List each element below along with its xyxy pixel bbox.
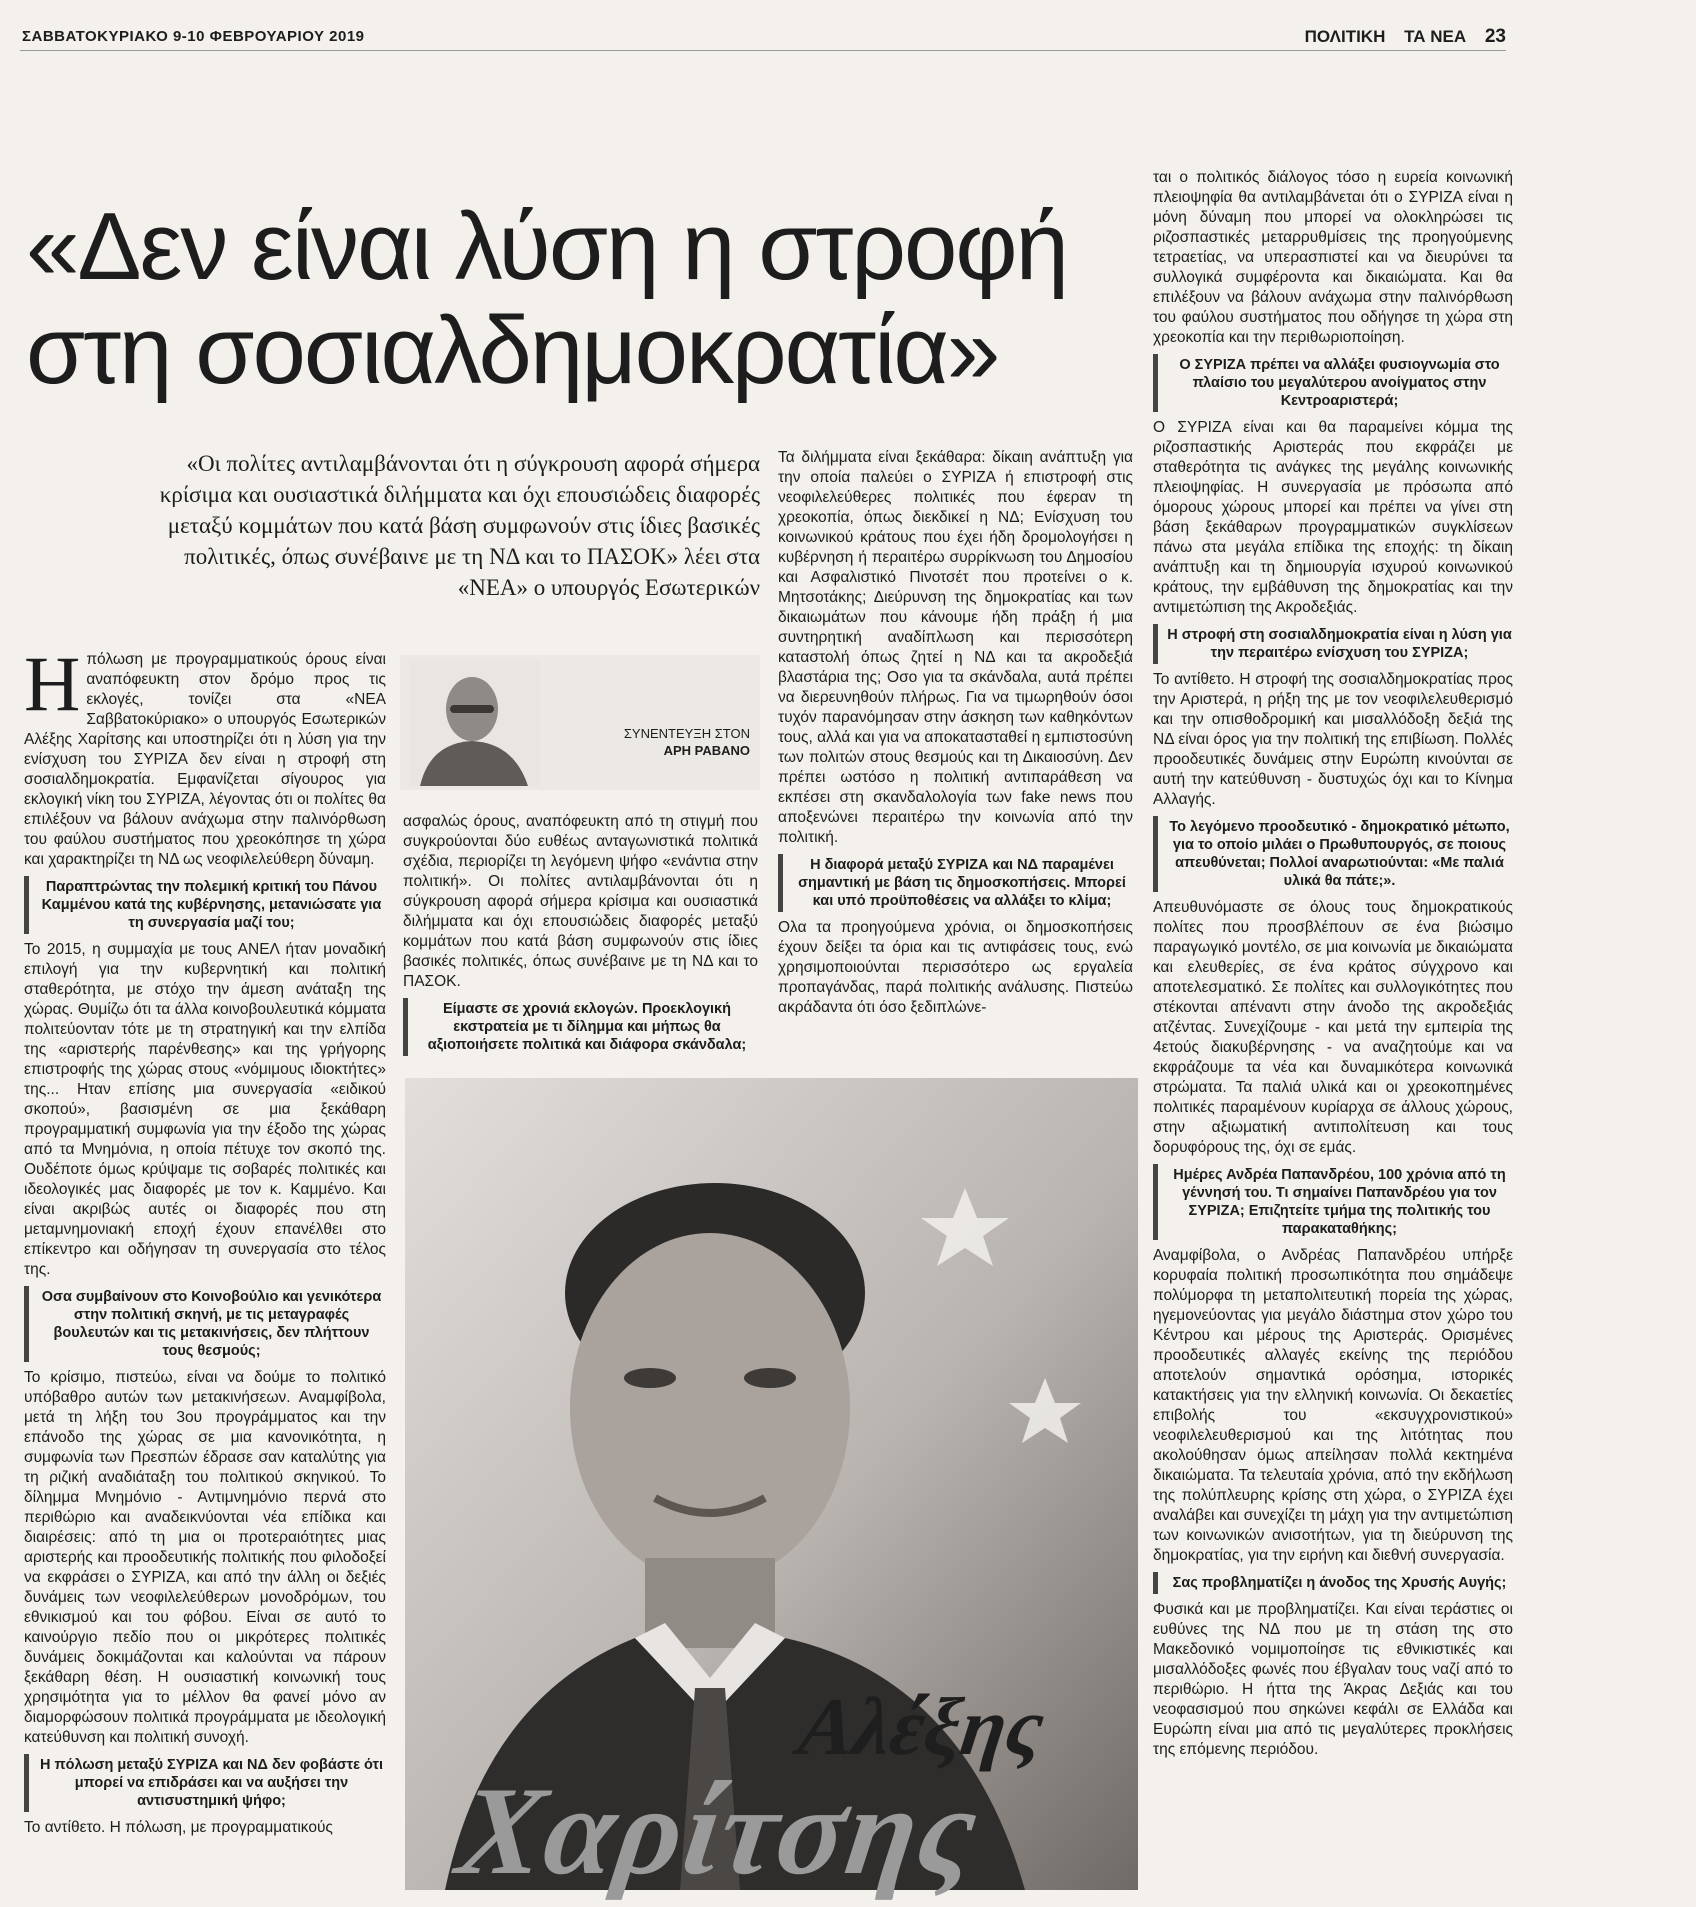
interviewer-box [400,655,760,790]
page-number: 23 [1484,26,1506,47]
section-name: ΠΟΛΙΤΙΚΗ [1304,27,1386,46]
drop-cap: Η [24,650,81,727]
question: Οσα συμβαίνουν στο Κοινοβούλιο και γενικότερα στην πολιτική σκηνή, με τις μεταγραφές βουλευτών και τις μετακινήσεις, δεν πλήττουν τους θεσμούς; [24,1286,386,1362]
issue-date: ΣΑΒΒΑΤΟΚΥΡΙΑΚΟ 9-10 ΦΕΒΡΟΥΑΡΙΟΥ 2019 [22,28,365,45]
article-lead: «Οι πολίτες αντιλαμβάνονται ότι η σύγκρουση αφορά σήμερα κρίσιμα και ουσιαστικά διλήμματα και όχι επουσιώδεις διαφορές μεταξύ κομμάτων που κατά βάση συμφωνούν στις ίδιες βασικές πολιτικές, όπως συνέβαινε με τη ΝΔ και το ΠΑΣΟΚ» λέει στα «ΝΕΑ» ο υπουργός Εσωτερικών [159,451,760,600]
column-4 [1153,168,1513,1893]
answer-paragraph: Το αντίθετο. Η πόλωση, με προγραμματικούς [24,1819,333,1836]
answer-paragraph: Απευθυνόμαστε σε όλους τους δημοκρατικούς πολίτες που προσβλέπουν σε ένα βιώσιμο παραγωγικό μοντέλο, σε μια κοινωνία με δικαιώματα και ελευθερίες, σε ένα κράτος σύγχρονο και αποτελεσματικό. Σε πολίτες και συλλογικότητες που στέκονται απέναντι στην άνοδο της ακροδεξιάς ατζέντας. Συνεχίζουμε - και μετά την εμπειρία της 4ετούς διακυβέρνησης - να αναζητούμε και να εκφράζουμε τα νέα και δυναμικότερα κοινωνικά στρώματα. Τα παλιά υλικά και οι χρεοκοπημένες πολιτικές παραμένουν κυρίαρχα σε άλλους χώρους, στην αξιωματική αντιπολίτευση και τους δορυφόρους της, όχι σε εμάς. [1153,899,1513,1156]
page-header [1305,26,1506,48]
interviewer-photo [410,661,540,786]
answer-paragraph: Το κρίσιμο, πιστεύω, είναι να δούμε το πολιτικό υπόβαθρο αυτών των μετακινήσεων. Αναμφίβολα, μετά τη λήξη του 3ου προγράμματος και την επάνοδο της χώρας σε μια κανονικότητα, η συμφωνία των Πρεσπών έδρασε σαν καταλύτης για τη ριζική αναδιάταξη του πολιτικού σκηνικού. Το δίλημμα Μνημόνιο - Αντιμνημόνιο περνά στο περιθώριο και αναδεικνύονται νέα επίδικα και διαιρέσεις: από τη μια οι προτεραιότητες μιας αριστερής και προοδευτικής πολιτικής που φιλοδοξεί να εκφράσει ο ΣΥΡΙΖΑ, και από την άλλη οι δεξιές δυνάμεις των νεοφιλελεύθερων μονοδρόμων, του εθνικισμού και του φόβου. Είναι σε αυτό το καινούργιο πεδίο που οι μικρότερες πολιτικές δυνάμεις δοκιμάζονται και καλούνται να πάρουν ξεκάθαρη θέση. Η ουσιαστική κοινωνική τους χρησιμότητα για το μέλλον θα φανεί μόνο αν διαμορφώσουν πολιτικά προγράμματα με ιδεολογική κατεύθυνση και πολιτική συνοχή. [24,1369,386,1746]
column-2 [403,812,758,1062]
answer-paragraph: Ολα τα προηγούμενα χρόνια, οι δημοσκοπήσεις έχουν δείξει τα όρια και τις αντιφάσεις τους, ενώ χρησιμοποιούνται περισσότερο ως εργαλεία προπαγάνδας, παρά πολιτικής ανάλυσης. Πιστεύω ακράδαντα ότι όσο ξεδιπλώνε- [778,919,1133,1016]
title-line-1: «Δεν είναι λύση η στροφή [26,193,1067,300]
subject-last-name: Χαρίτσης [450,1762,987,1901]
answer-paragraph: Το 2015, η συμμαχία με τους ΑΝΕΛ ήταν μοναδική επιλογή για την κυβερνητική και πολιτική σταθερότητα, με στόχο την άμεση ανάταξη της χώρας. Θυμίζω ότι τα άλλα κοινοβουλευτικά κόμματα πολιτεύονταν τότε με τη στρατηγική και την ελπίδα της «αριστερής παρένθεσης» και της γρήγορης επιστροφής της χώρας στους «νόμιμους ιδιοκτήτες» της... Ηταν επίσης μια συνεργασία «ειδικού σκοπού», βασισμένη σε μια ξεκάθαρη προγραμματική συμφωνία για την έξοδο της χώρας από τα Μνημόνια, η οποία πέτυχε τον σκοπό της. Ουδέποτε όμως κρύψαμε τις σοβαρές πολιτικές και ιδεολογικές μας διαφορές με τον κ. Καμμένο. Και είναι ακριβώς αυτές οι διαφορές που στη μεταμνημονιακή εποχή έχουν επανέλθει στο επίκεντρο και οδήγησαν τη συνεργασία στο τέλος της. [24,941,386,1278]
question: Η διαφορά μεταξύ ΣΥΡΙΖΑ και ΝΔ παραμένει σημαντική με βάση τις δημοσκοπήσεις. Μπορεί και υπό προϋποθέσεις να αλλάξει το κλίμα; [778,854,1133,912]
interview-label: ΣΥΝΕΝΤΕΥΞΗ ΣΤΟΝ [623,726,750,741]
question: Παραπτρώντας την πολεμική κριτική του Πάνου Καμμένου κατά της κυβέρνησης, μετανιώσατε για τη συνεργασία μαζί του; [24,876,386,934]
column-1 [24,650,386,1895]
column-3 [778,448,1133,1053]
answer-paragraph: ται ο πολιτικός διάλογος τόσο η ευρεία κοινωνική πλειοψηφία θα αντιλαμβάνεται ότι ο ΣΥΡΙΖΑ είναι η μόνη δύναμη που μπορεί να ολοκληρώσει τις ριζοσπαστικές μεταρρυθμίσεις της προηγούμενης τετραετίας, να υπερασπιστεί και να διευρύνει τα συλλογικά συμφέροντα και δικαιώματα. Και θα επιλέξουν να βάλουν ανάχωμα στην παλινόρθωση του φαύλου συστήματος που οδήγησε τη χώρα στη χρεοκοπία και την περιθωριοποίηση. [1153,169,1513,346]
answer-paragraph: Αναμφίβολα, ο Ανδρέας Παπανδρέου υπήρξε κορυφαία πολιτική προσωπικότητα που σημάδεψε πολύμορφα τη μεταπολιτευτική πορεία της χώρας, ηγεμονεύοντας για μεγάλο διάστημα στον χώρο του Κέντρου και μέρους της Αριστεράς. Ορισμένες προοδευτικές αλλαγές εκείνης της περιόδου αποτελούν σημαντικά ορόσημα, ιστορικές κατακτήσεις για την ελληνική κοινωνία. Οι δεκαετίες επιβολής του «εκσυγχρονιστικού» νεοφιλελευθερισμού και της λιτότητας που ακολούθησαν όμως απείλησαν πολλά κεκτημένα δικαιώματα. Τα τελευταία χρόνια, από την εκδήλωση της πολύπλευρης κρίσης στη χώρα, ο ΣΥΡΙΖΑ έχει αναλάβει και συνεχίζει τη μάχη για την αντιμετώπιση των κοινωνικών ανισοτήτων, για τη διεύρυνση της δημοκρατίας, για την ειρήνη και διεθνή συνεργασία. [1153,1247,1513,1564]
answer-paragraph: Φυσικά και με προβληματίζει. Και είναι τεράστιες οι ευθύνες της ΝΔ που με τη στάση της στο Μακεδονικό νομιμοποίησε τις εθνικιστικές και μισαλλόδοξες φωνές που έβγαλαν τους ναζί από το περιθώριο. Η ήττα της Άκρας Δεξιάς και του νεοφασισμού που σηκώνει κεφάλι σε Ελλάδα και Ευρώπη είναι μια από τις μεγαλύτερες προκλήσεις της επόμενης περιόδου. [1153,1601,1513,1758]
question: Η στροφή στη σοσιαλδημοκρατία είναι η λύση για την περαιτέρω ενίσχυση του ΣΥΡΙΖΑ; [1153,624,1513,664]
answer-paragraph: Το αντίθετο. Η στροφή της σοσιαλδημοκρατίας προς την Αριστερά, η ρήξη της με τον νεοφιλελευθερισμό και την οπισθοδρομική και μισαλλόδοξη δεξιά της ΝΔ είναι όρος για την πολιτική της επιβίωση. Πολλές προοδευτικές δυνάμεις στην Ευρώπη κινούνται σε αυτή την κατεύθυνση - δυστυχώς όχι και το Κίνημα Αλλαγής. [1153,671,1513,808]
question: Το λεγόμενο προοδευτικό - δημοκρατικό μέτωπο, για το οποίο μιλάει ο Πρωθυπουργός, σε ποιους απευθύνεται; Πολλοί αναρωτιούνται: «Με παλιά υλικά θα πάτε;». [1153,816,1513,892]
question: Η πόλωση μεταξύ ΣΥΡΙΖΑ και ΝΔ δεν φοβάστε ότι μπορεί να επιδράσει και να αυξήσει την αντισυστημική ψήφο; [24,1754,386,1812]
opening-text: πόλωση με προγραμματικούς όρους είναι αναπόφευκτη στον δρόμο προς τις εκλογές, τονίζει στα «ΝΕΑ Σαββατοκύριακο» ο υπουργός Εσωτερικών Αλέξης Χαρίτσης και υποστηρίζει ότι η λύση για την ενίσχυση του ΣΥΡΙΖΑ δεν είναι η στροφή στη σοσιαλδημοκρατία. Εμφανίζεται σίγουρος για εκλογική νίκη του ΣΥΡΙΖΑ, λέγοντας ότι οι πολίτες θα επιλέξουν να βάλουν ανάχωμα στην παλινόρθωση του φαύλου συστήματος που χρεοκόπησε τη χώρα και χαρακτηρίζει τη ΝΔ ως νεοφιλελεύθερη δύναμη. [24,651,386,868]
question: Σας προβληματίζει η άνοδος της Χρυσής Αυγής; [1153,1572,1513,1594]
article-title [26,195,1126,403]
question: Ο ΣΥΡΙΖΑ πρέπει να αλλάξει φυσιογνωμία στο πλαίσιο του μεγαλύτερου ανοίγματος στην Κεντροαριστερά; [1153,354,1513,412]
answer-paragraph: Ο ΣΥΡΙΖΑ είναι και θα παραμείνει κόμμα της ριζοσπαστικής Αριστεράς που εκφράζει με σταθερότητα τις ανάγκες της μεγάλης κοινωνικής πλειοψηφίας. Η συνεργασία με πρόσωπα από όμορους χώρους μπορεί και πρέπει να γίνει στη βάση ξεκάθαρων προγραμματικών συγκλίσεων πάνω στα μεγάλα επίδικα της εποχής: τη δίκαιη ανάπτυξη και τη δημιουργία ισχυρού κοινωνικού κράτους, την εμβάθυνση της δημοκρατίας και την αντιμετώπιση της Ακροδεξιάς. [1153,419,1513,616]
interview-caption [624,725,750,759]
question: Είμαστε σε χρονιά εκλογών. Προεκλογική εκστρατεία με τι δίλημμα και μήπως θα αξιοποιήσετε πολιτικά και διάφορα σκάνδαλα; [403,998,758,1056]
answer-paragraph: Τα διλήμματα είναι ξεκάθαρα: δίκαιη ανάπτυξη για την οποία παλεύει ο ΣΥΡΙΖΑ ή επιστροφή στις νεοφιλελεύθερες πολιτικές που έφεραν τη χρεοκοπία, όπως διεκδικεί η ΝΔ; Ενίσχυση του κοινωνικού κράτους που έχει ήδη δρομολογήσει η κυβέρνηση ή περαιτέρω συρρίκνωση του Δημοσίου και Ασφαλιστικό Πινοτσέτ που προτείνει ο κ. Μητσοτάκης; Διεύρυνση της δημοκρατίας και των δικαιωμάτων που κάνουμε ήδη πράξη ή μια συντηρητική αναδίπλωση και περισσότερη καταστολή όπως ζητεί η ΝΔ και τα ακροδεξιά βλαστάρια της; Οσο για τα σκάνδαλα, αυτά πρέπει να διερευνηθούν πλήρως. Για να τιμωρηθούν όσοι τυχόν παρανόμησαν στην άσκηση των καθηκόντων τους, αλλά και για να αποκατασταθεί η εμπιστοσύνη των πολιτών στους θεσμούς και τη Δικαιοσύνη. Δεν πρέπει ωστόσο η πολιτική αντιπαράθεση να εκπέσει στη σκανδαλολογία των fake news που αποξενώνει περαιτέρω την κοινωνία από την πολιτική. [778,449,1133,846]
interviewer-name: ΑΡΗ ΡΑΒΑΝΟ [663,743,750,758]
header-rule [20,50,1506,51]
question: Ημέρες Ανδρέα Παπανδρέου, 100 χρόνια από τη γέννησή του. Τι σημαίνει Παπανδρέου για τον ΣΥΡΙΖΑ; Επιζητείτε τμήμα της πολιτικής του παρακαταθήκης; [1153,1164,1513,1240]
title-line-2: στη σοσιαλδημοκρατία» [26,297,999,404]
subject-first-name: Αλέξης [793,1681,1050,1772]
newspaper-name: ΤΑ ΝΕΑ [1404,27,1467,46]
opening-paragraph [24,650,386,870]
answer-paragraph: ασφαλώς όρους, αναπόφευκτη από τη στιγμή που συγκρούονται δύο ευθέως ανταγωνιστικά πολιτικά σχέδια, περιορίζει τη λεγόμενη ψήφο «ενάντια στην πολιτική». Οι πολίτες αντιλαμβάνονται ότι η σύγκρουση αφορά σήμερα κρίσιμα και ουσιαστικά διλήμματα και όχι επουσιώδεις διαφορές μεταξύ κομμάτων που κατά βάση συμφωνούν στις ίδιες βασικές πολιτικές, όπως συνέβαινε με τη ΝΔ και το ΠΑΣΟΚ. [403,813,758,990]
